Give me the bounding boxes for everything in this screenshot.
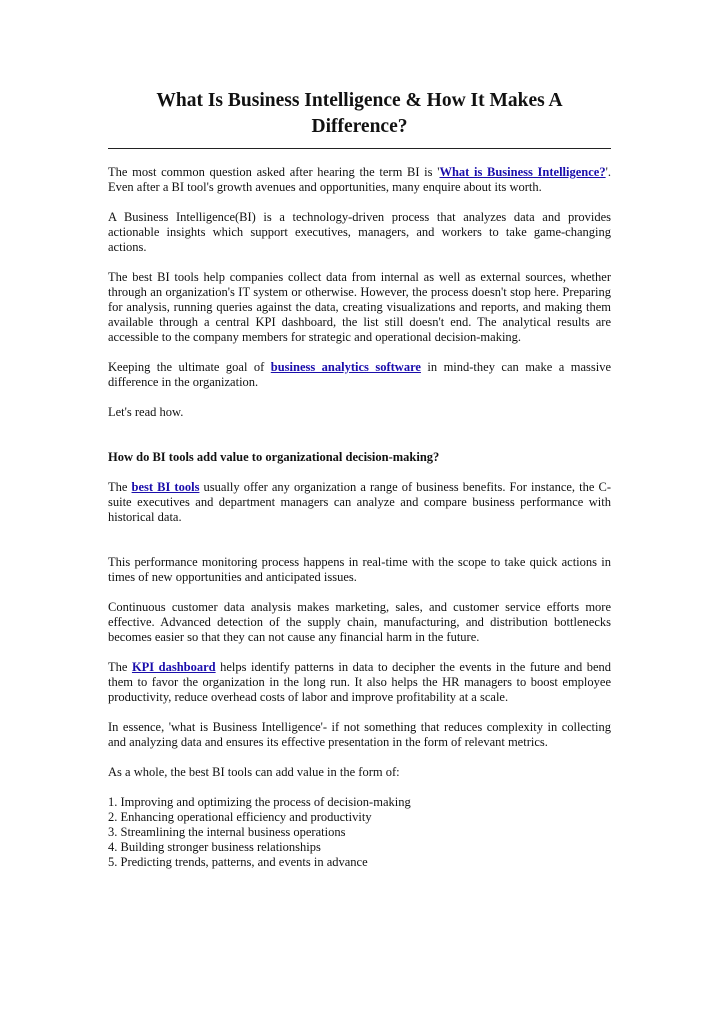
paragraph-definition: A Business Intelligence(BI) is a technology-driven process that analyzes data and provides actionable insights which support executives, managers, and workers to take game-changing actions. <box>108 210 611 254</box>
list-item: 2. Enhancing operational efficiency and productivity <box>108 810 372 824</box>
paragraph-lets-read: Let's read how. <box>108 405 184 419</box>
text-span: Keeping the ultimate goal of <box>108 360 271 374</box>
paragraph-best-tools: The best BI tools help companies collect data from internal as well as external sources, whether through an organization's IT system or otherwise. However, the process doesn't stop here. Preparing for analysis, running queries against the data, creating visualizations and reports, and making them available through a central KPI dashboard, the list still doesn't end. The analytical results are accessible to the company members for strategic and operational decision-making. <box>108 270 611 344</box>
text-span: The <box>108 660 132 674</box>
value-list <box>108 795 611 870</box>
list-item: 1. Improving and optimizing the process of decision-making <box>108 795 411 809</box>
text-span: in mind-they can make a massive difference in the organization. <box>108 360 611 389</box>
paragraph-essence: In essence, 'what is Business Intelligence'- if not something that reduces complexity in collecting and analyzing data and ensures its effective presentation in the form of relevant metrics. <box>108 720 611 749</box>
paragraph-as-a-whole: As a whole, the best BI tools can add value in the form of: <box>108 765 400 779</box>
text-span: The most common question asked after hearing the term BI is ' <box>108 165 440 179</box>
list-item: 4. Building stronger business relationships <box>108 840 321 854</box>
link-business-analytics-software[interactable]: business analytics software <box>270 360 421 374</box>
text-span: usually offer any organization a range of business benefits. For instance, the C-suite executives and department managers can analyze and compare business performance with historical data. <box>108 480 612 524</box>
text-span: '. Even after a BI tool's growth avenues and opportunities, many enquire about its worth. <box>108 165 611 194</box>
paragraph-monitoring: This performance monitoring process happens in real-time with the scope to take quick actions in times of new opportunities and anticipated issues. <box>108 555 611 584</box>
list-item: 5. Predicting trends, patterns, and events in advance <box>108 855 368 869</box>
link-best-bi-tools[interactable]: best BI tools <box>131 480 200 494</box>
link-kpi-dashboard[interactable]: KPI dashboard <box>131 660 216 674</box>
text-span: helps identify patterns in data to decipher the events in the future and bend them to favor the organization in the long run. It also helps the HR managers to boost employee productivity, reduce overhead costs of labor and improve profitability at a scale. <box>108 660 611 704</box>
text-span: The <box>108 480 132 494</box>
paragraph-benefits <box>108 480 611 525</box>
list-item: 3. Streamlining the internal business operations <box>108 825 346 839</box>
paragraph-customer-analysis: Continuous customer data analysis makes marketing, sales, and customer service efforts more effective. Advanced detection of the supply chain, manufacturing, and distribution bottlenecks becomes easier so that they can not cause any financial harm in the future. <box>108 600 611 644</box>
paragraph-intro <box>108 165 611 195</box>
section-heading: How do BI tools add value to organizational decision-making? <box>108 450 440 464</box>
link-what-is-bi[interactable]: What is Business Intelligence? <box>439 165 606 179</box>
paragraph-kpi-dashboard <box>108 660 611 705</box>
paragraph-goal <box>108 360 611 390</box>
document-page <box>108 88 611 870</box>
document-title: What Is Business Intelligence & How It Makes A Difference? <box>108 88 611 149</box>
